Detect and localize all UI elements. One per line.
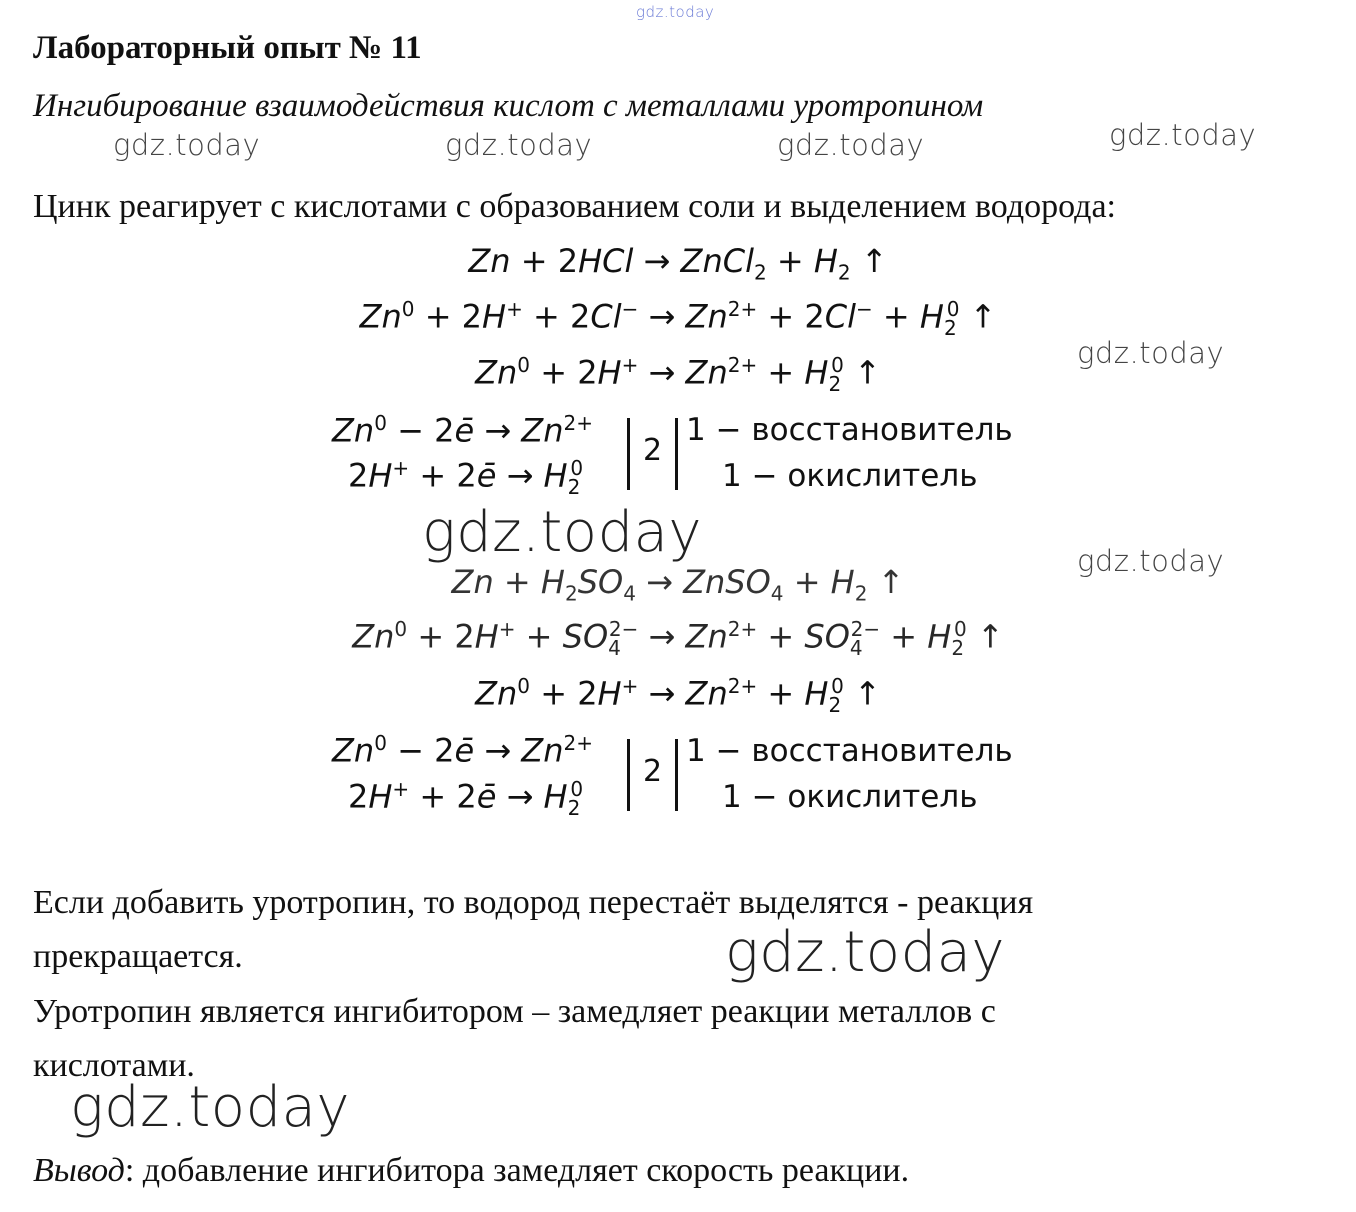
oxidizer-label: 1 − окислитель [722,458,978,494]
watermark: gdz.today [422,500,703,565]
balance-coefficient: 2 [643,433,663,468]
watermark: gdz.today [725,920,1006,985]
equation-full-ionic-hcl: $Zn^0 + 2H^+ + 2Cl^- \to Zn^{2+} + 2Cl^- + H_2^0$ ↑ [359,297,997,341]
equation-molecular-hcl: Zn + 2HCl → ZnCl$_2$ + $H_2$ ↑ [468,242,888,285]
oxidizer-label: 1 − окислитель [722,779,978,815]
half-reaction-oxidation: $Zn^0$ − 2ē → $Zn^{2+}$ [332,731,593,770]
conclusion-lead: Вывод [33,1152,125,1189]
page-subtitle: Ингибирование взаимодействия кислот с металлами уротропином [33,88,984,124]
equation-short-ionic-h2so4: $Zn^0 + 2H^+ \to Zn^{2+} + H_2^0$ ↑ [475,674,881,718]
watermark-top: gdz.today [636,3,715,21]
intro-text: Цинк реагирует с кислотами с образованием соли и выделением водорода: [33,188,1116,225]
watermark: gdz.today [113,128,261,162]
half-reaction-reduction: 2H+ + 2ē → $H_2^0$ [348,777,584,821]
paragraph-line: кислотами. [33,1047,195,1084]
equation-short-ionic-hcl: $Zn^0 + 2H^+ \to Zn^{2+} + H_2^0$ ↑ [475,353,881,397]
page-title: Лабораторный опыт № 11 [33,30,422,66]
balance-divider [675,739,678,811]
balance-divider [675,418,678,490]
balance-divider [627,739,630,811]
equation-full-ionic-h2so4: $Zn^0 + 2H^+ + SO_4^{2-} \to Zn^{2+} + SO_4^{2-} + H_2^0$ ↑ [352,617,1004,661]
reducer-label: 1 − восстановитель [686,733,1013,769]
watermark: gdz.today [1077,544,1225,578]
watermark: gdz.today [70,1075,351,1140]
watermark: gdz.today [1109,118,1257,152]
paragraph-line: прекращается. [33,938,243,975]
half-reaction-oxidation: $Zn^0$ − 2ē → $Zn^{2+}$ [332,411,593,450]
paragraph-line: Уротропин является ингибитором – замедляет реакции металлов с [33,993,996,1030]
conclusion [33,1152,909,1190]
reducer-label: 1 − восстановитель [686,412,1013,448]
equation-molecular-h2so4: $Zn + H_2SO_4$ → ZnSO$_4$ + $H_2$ ↑ [451,563,905,606]
balance-divider [627,418,630,490]
watermark: gdz.today [1077,336,1225,370]
half-reaction-reduction: 2H+ + 2ē → $H_2^0$ [348,456,584,500]
watermark: gdz.today [445,128,593,162]
watermark: gdz.today [777,128,925,162]
balance-coefficient: 2 [643,754,663,789]
paragraph-line: Если добавить уротропин, то водород перестаёт выделятся - реакция [33,884,1034,921]
conclusion-text: : добавление ингибитора замедляет скорость реакции. [124,1152,910,1189]
